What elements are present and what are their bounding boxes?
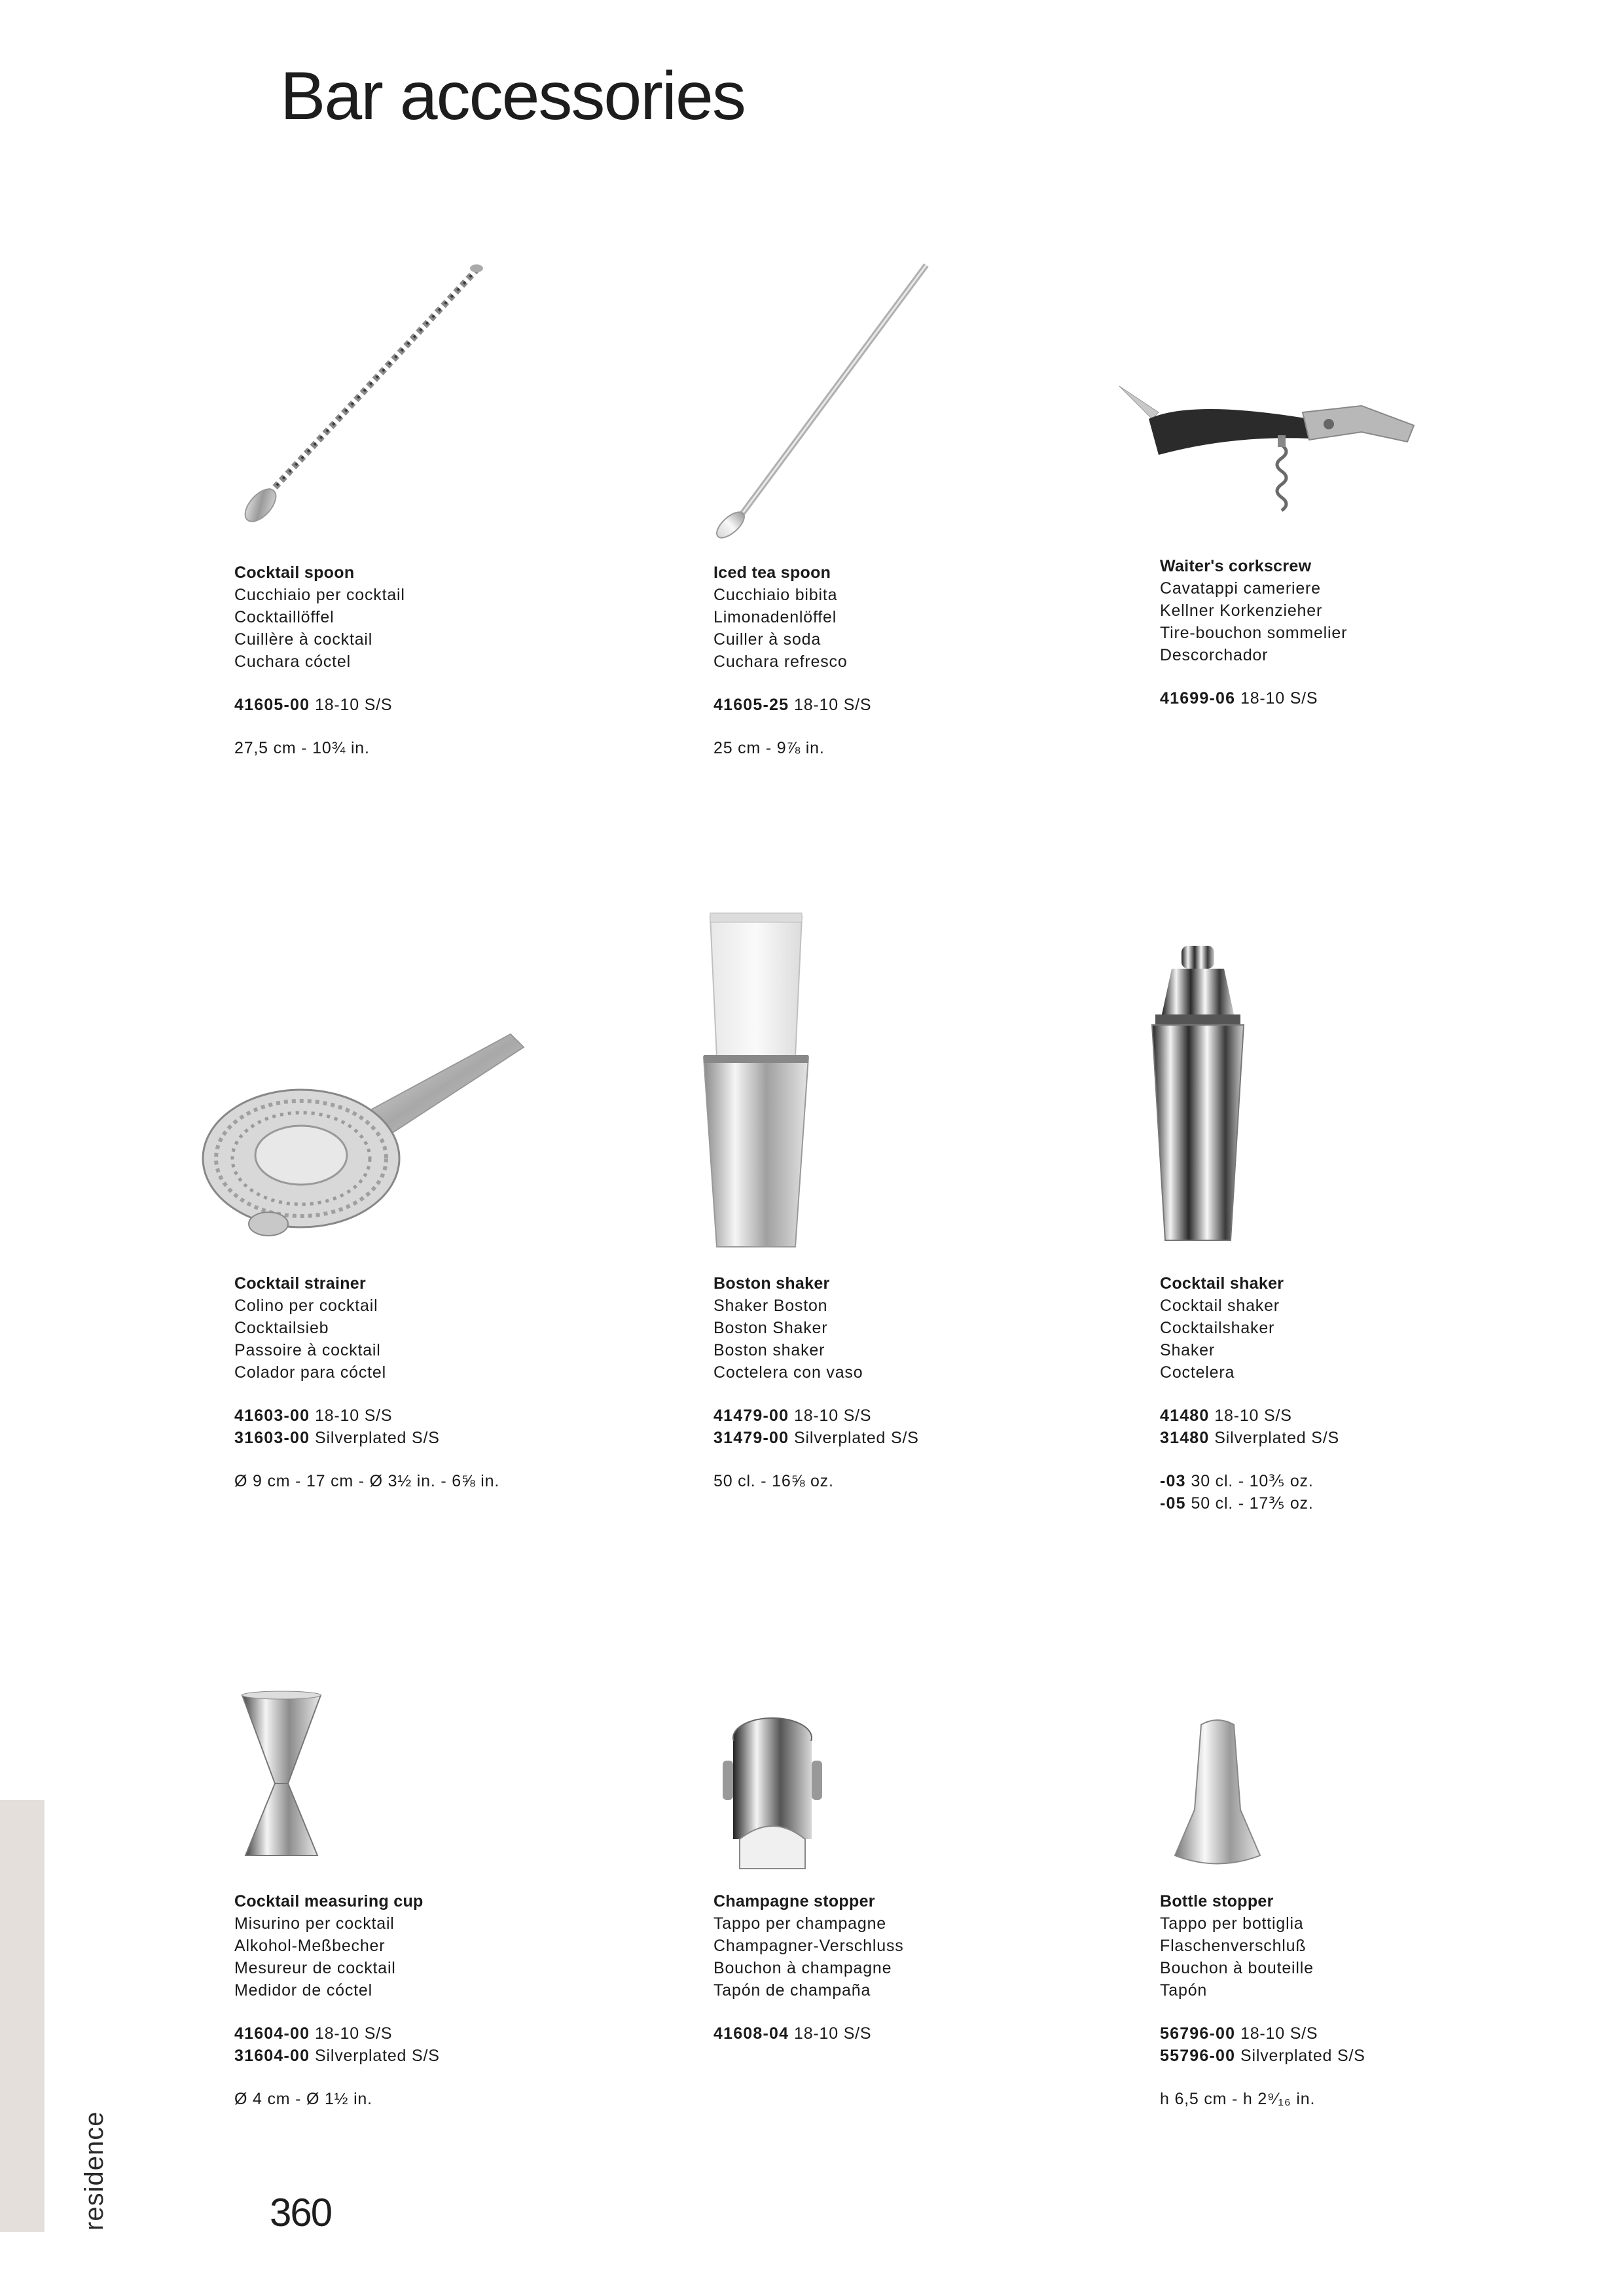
product-name: Waiter's corkscrew (1160, 557, 1312, 575)
translation: Tire-bouchon sommelier (1160, 624, 1348, 642)
translation: Cocktailsieb (234, 1319, 329, 1337)
material: 18-10 S/S (794, 696, 872, 714)
product-cocktail-spoon (234, 562, 679, 759)
material: Silverplated S/S (1214, 1429, 1339, 1447)
translation: Flaschenverschluß (1160, 1937, 1307, 1955)
translation: Bouchon à bouteille (1160, 1959, 1314, 1977)
code-line (713, 1405, 1159, 1427)
variant-line (1160, 1492, 1605, 1515)
dimensions: Ø 4 cm - Ø 1½ in. (234, 2090, 372, 2108)
material: 18-10 S/S (315, 696, 393, 714)
dimensions: Ø 9 cm - 17 cm - Ø 3½ in. - 6⅝ in. (234, 1472, 500, 1490)
translation: Limonadenlöffel (713, 608, 837, 626)
product-code: 41605-25 (713, 696, 789, 714)
material: 18-10 S/S (1240, 2024, 1318, 2043)
product-code: 31603-00 (234, 1429, 310, 1447)
boston-shaker-image (681, 903, 831, 1257)
product-code: 56796-00 (1160, 2024, 1236, 2043)
page-number: 360 (270, 2191, 332, 2234)
material: 18-10 S/S (315, 1407, 393, 1425)
dimensions: 25 cm - 9⅞ in. (713, 739, 825, 757)
material: Silverplated S/S (315, 2047, 440, 2065)
product-bottle-stopper (1160, 1890, 1605, 2110)
translation: Cuillère à cocktail (234, 630, 373, 649)
translation: Cocktail shaker (1160, 1297, 1280, 1315)
translation: Cucchiaio bibita (713, 586, 838, 604)
material: Silverplated S/S (1240, 2047, 1365, 2065)
code-line (1160, 2022, 1605, 2045)
cocktail-strainer-image (196, 1008, 537, 1257)
bottle-stopper-image (1168, 1718, 1267, 1872)
iced-tea-spoon-image (694, 255, 943, 543)
cocktail-spoon-image (164, 249, 556, 550)
translation: Tappo per bottiglia (1160, 1914, 1304, 1933)
translation: Bouchon à champagne (713, 1959, 892, 1977)
translation: Descorchador (1160, 646, 1269, 664)
code-line (713, 694, 1159, 716)
translation: Champagner-Verschluss (713, 1937, 904, 1955)
translation: Medidor de cóctel (234, 1981, 372, 2000)
variant-size: 30 cl. - 10⅗ oz. (1191, 1472, 1314, 1490)
product-waiters-corkscrew (1160, 555, 1605, 709)
product-name: Cocktail spoon (234, 564, 355, 582)
code-line (234, 2045, 679, 2067)
code-line (1160, 1427, 1605, 1449)
champagne-stopper-image (713, 1715, 831, 1878)
code-line (234, 1427, 679, 1449)
translation: Cucchiaio per cocktail (234, 586, 405, 604)
code-line (234, 694, 679, 716)
product-code: 31479-00 (713, 1429, 789, 1447)
page-title: Bar accessories (280, 58, 745, 134)
section-label: residence (80, 2111, 109, 2231)
translation: Shaker Boston (713, 1297, 828, 1315)
product-cocktail-shaker (1160, 1272, 1605, 1515)
translation: Tappo per champagne (713, 1914, 886, 1933)
product-name: Cocktail measuring cup (234, 1892, 424, 1910)
translation: Colador para cóctel (234, 1363, 386, 1382)
material: 18-10 S/S (1214, 1407, 1292, 1425)
material: 18-10 S/S (794, 1407, 872, 1425)
code-line (234, 1405, 679, 1427)
material: Silverplated S/S (794, 1429, 919, 1447)
translation: Tapón (1160, 1981, 1208, 2000)
code-line (1160, 1405, 1605, 1427)
product-iced-tea-spoon (713, 562, 1159, 759)
code-line (1160, 2045, 1605, 2067)
section-tab (0, 1800, 45, 2232)
code-line (234, 2022, 679, 2045)
material: Silverplated S/S (315, 1429, 440, 1447)
translation: Tapón de champaña (713, 1981, 871, 2000)
product-code: 55796-00 (1160, 2047, 1236, 2065)
code-line (713, 1427, 1159, 1449)
product-champagne-stopper (713, 1890, 1159, 2045)
product-code: 31480 (1160, 1429, 1210, 1447)
product-name: Champagne stopper (713, 1892, 875, 1910)
material: 18-10 S/S (1240, 689, 1318, 708)
translation: Cuchara refresco (713, 653, 848, 671)
product-code: 41480 (1160, 1407, 1210, 1425)
product-name: Bottle stopper (1160, 1892, 1274, 1910)
product-boston-shaker (713, 1272, 1159, 1492)
product-code: 41608-04 (713, 2024, 789, 2043)
product-code: 41479-00 (713, 1407, 789, 1425)
translation: Colino per cocktail (234, 1297, 378, 1315)
product-name: Cocktail shaker (1160, 1274, 1284, 1293)
dimensions: 27,5 cm - 10¾ in. (234, 739, 370, 757)
product-name: Boston shaker (713, 1274, 830, 1293)
translation: Cocktaillöffel (234, 608, 334, 626)
translation: Cavatappi cameriere (1160, 579, 1321, 598)
translation: Kellner Korkenzieher (1160, 601, 1323, 620)
translation: Boston Shaker (713, 1319, 828, 1337)
translation: Alkohol-Meßbecher (234, 1937, 386, 1955)
variant-size: 50 cl. - 17⅗ oz. (1191, 1494, 1314, 1513)
variant-code: -03 (1160, 1472, 1186, 1490)
product-code: 41603-00 (234, 1407, 310, 1425)
translation: Passoire à cocktail (234, 1341, 381, 1359)
translation: Coctelera (1160, 1363, 1235, 1382)
material: 18-10 S/S (794, 2024, 872, 2043)
measuring-cup-image (236, 1689, 327, 1865)
product-name: Cocktail strainer (234, 1274, 367, 1293)
translation: Misurino per cocktail (234, 1914, 395, 1933)
variant-line (1160, 1470, 1605, 1492)
product-code: 41604-00 (234, 2024, 310, 2043)
product-code: 41699-06 (1160, 689, 1236, 708)
cocktail-shaker-image (1132, 942, 1263, 1250)
translation: Cuchara cóctel (234, 653, 351, 671)
dimensions: 50 cl. - 16⅝ oz. (713, 1472, 834, 1490)
waiters-corkscrew-image (1113, 373, 1427, 543)
code-line (713, 2022, 1159, 2045)
material: 18-10 S/S (315, 2024, 393, 2043)
product-code: 41605-00 (234, 696, 310, 714)
translation: Cocktailshaker (1160, 1319, 1275, 1337)
product-cocktail-strainer (234, 1272, 679, 1492)
product-name: Iced tea spoon (713, 564, 831, 582)
translation: Cuiller à soda (713, 630, 821, 649)
translation: Boston shaker (713, 1341, 825, 1359)
translation: Shaker (1160, 1341, 1216, 1359)
product-measuring-cup (234, 1890, 679, 2110)
translation: Mesureur de cocktail (234, 1959, 396, 1977)
code-line (1160, 687, 1605, 709)
translation: Coctelera con vaso (713, 1363, 863, 1382)
dimensions: h 6,5 cm - h 2⁹⁄₁₆ in. (1160, 2090, 1316, 2108)
variant-code: -05 (1160, 1494, 1186, 1513)
product-code: 31604-00 (234, 2047, 310, 2065)
